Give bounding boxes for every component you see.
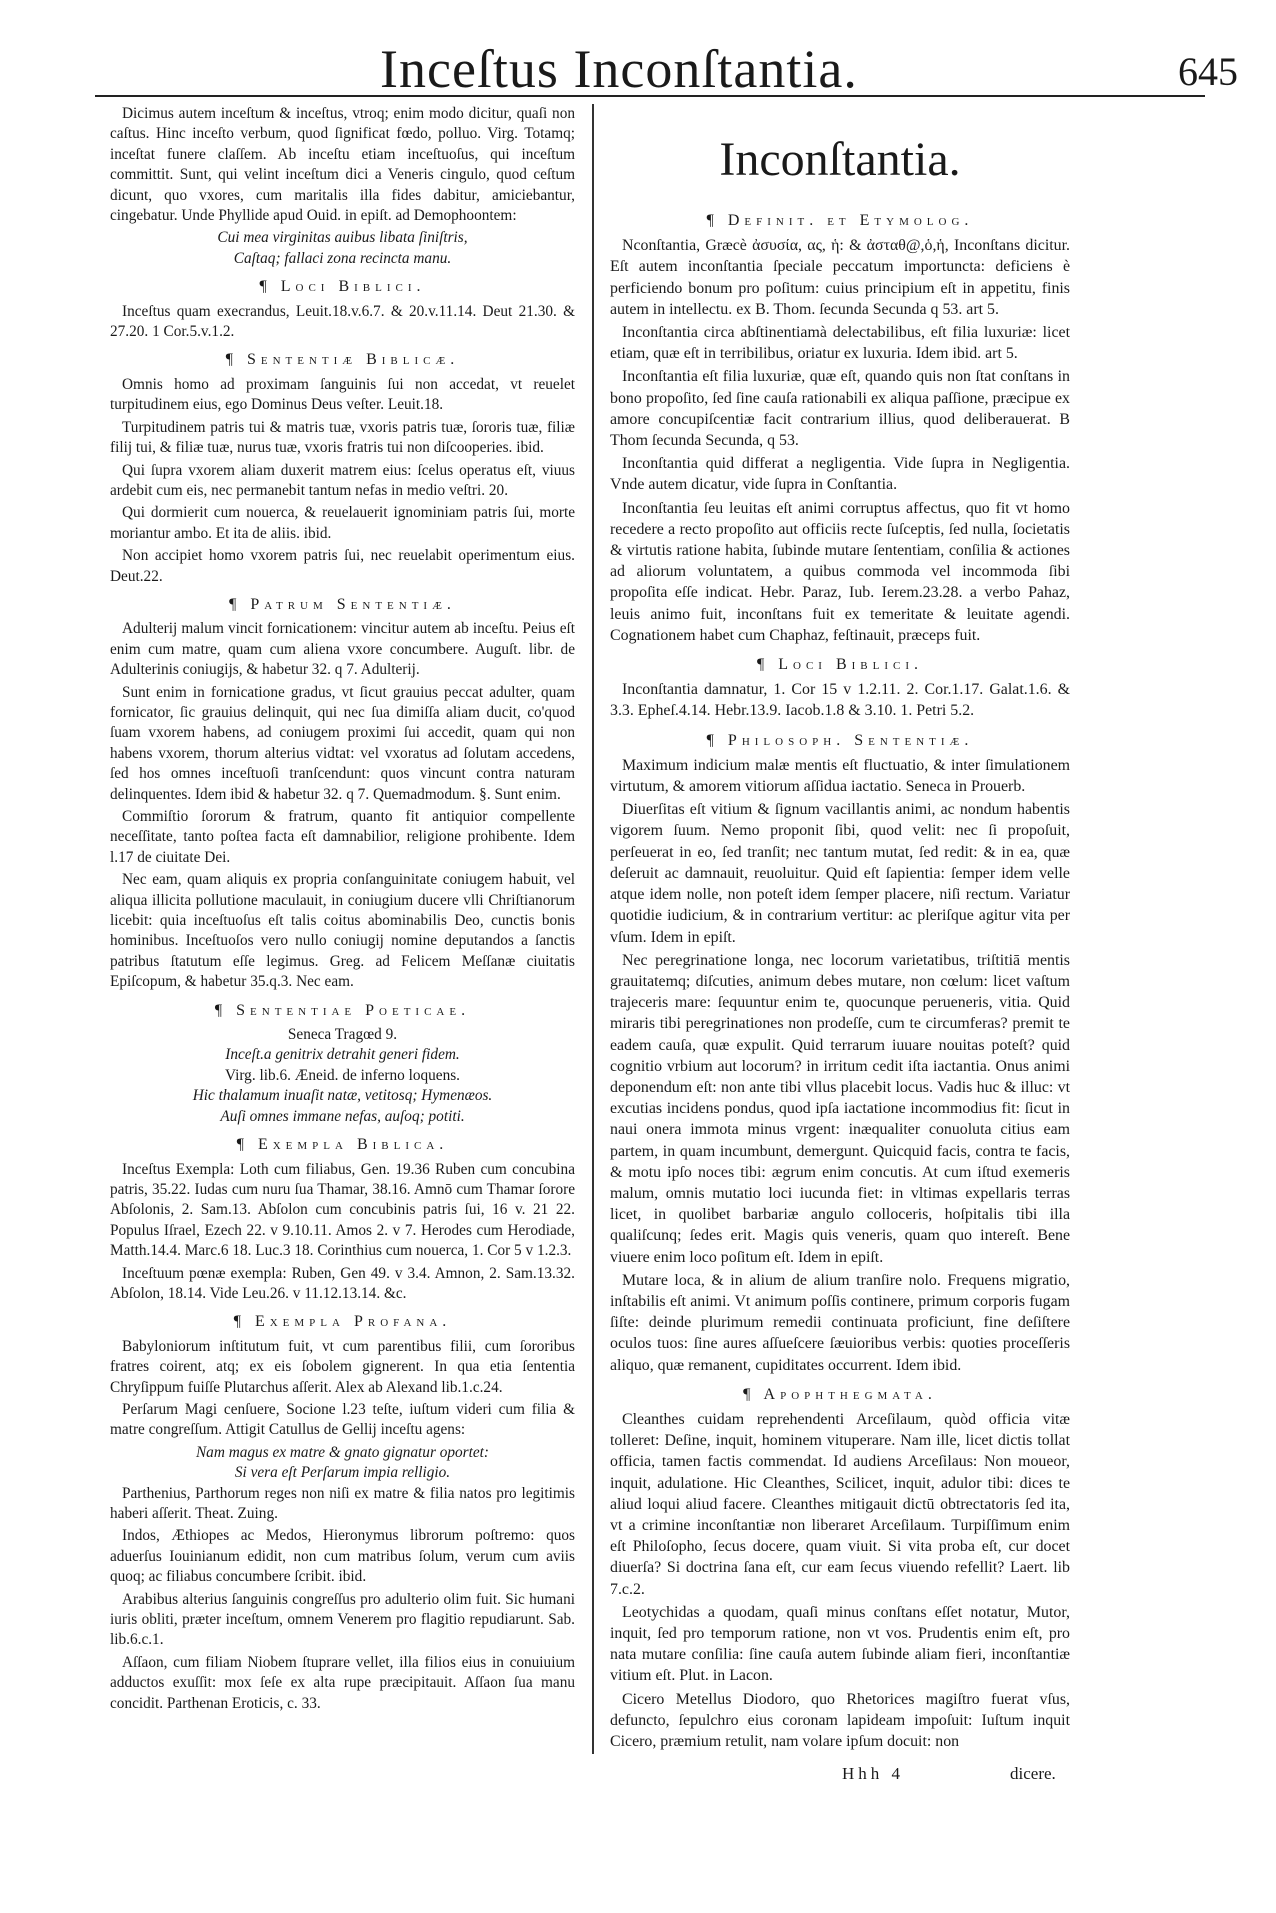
paragraph: Inconſtantia quid differat a negligentia. Vide ſupra in Negligentia. Vnde autem dicatur, vide ſupra in Conſtantia. (610, 455, 1070, 494)
paragraph: Qui dormierit cum nouerca, & reuelauerit ignominiam patris ſui, morte moriantur ambo. Et ita de aliis. ibid. (110, 504, 575, 542)
section-heading: ¶ Loci Biblici. (756, 656, 924, 674)
paragraph: Dicimus autem inceſtum & inceſtus, vtroq; enim modo dicitur, quaſi non caſtus. Hinc inceſto verbum, quod ſignificat fœdo, polluo. Virg. Totamq; inceſtat funere claſſem. Ab inceſtu etiam inceſtuoſus, qui inceſtum committit. Sunt, qui velint inceſtum dici a Veneris cingulo, quod ceſtum dicunt, quo vxores, cum maritalis illa fides dabitur, amiciebantur, cingebatur. Unde Phyllide apud Ouid. in epiſt. ad Demophoontem: (110, 105, 575, 225)
section-heading: ¶ Exempla Profana. (233, 1313, 452, 1331)
paragraph: Mutare loca, & in alium de alium tranſire nolo. Frequens migratio, inſtabilis eſt animi. Vt animum poſſis continere, primum corporis fugam ſiſte: deinde plurimum remedii continuata proficiunt, fine deſiſtere oculos tuos: ſine aures aſſueſcere ſæuioribus verbis: quoties proceſſeris aliquo, quæ remanent, cupiditates occurrent. Idem ibid. (610, 1271, 1070, 1374)
verse-line: Auſi omnes immane nefas, auſoq; potiti. (220, 1107, 465, 1125)
paragraph: Qui ſupra vxorem aliam duxerit matrem eius: ſcelus operatus eſt, viuus ardebit cum eis, nec permanebit tantum nefas in medio veſtri. 20. (110, 461, 575, 499)
paragraph: Leotychidas a quodam, quaſi minus conſtans eſſet notatur, Mutor, inquit, ſed pro temporum ratione, non vt vos. Prudentis enim eſt, pro nata mutare conſilia: ſine cauſa autem ſubinde aliam fieri, inconſtantiæ vitium eſt. Plut. in Lacon. (610, 1603, 1070, 1685)
verse-line: Cui mea virginitas auibus libata ſiniſtris, (217, 229, 468, 247)
paragraph: Parthenius, Parthorum reges non niſi ex matre & filia natos pro legitimis haberi aſſerit. Theat. Zuing. (110, 1484, 575, 1522)
paragraph: Omnis homo ad proximam ſanguinis ſui non accedat, vt reuelet turpitudinem eius, ego Dominus Deus veſter. Leuit.18. (110, 375, 575, 414)
right-column (610, 104, 1070, 1754)
section-heading: ¶ Definit. et Etymolog. (706, 212, 974, 229)
paragraph: Cleanthes cuidam reprehendenti Arceſilaum, quòd officia vitæ tolleret: Deſine, inquit, hominem vituperare. Nam ille, licet dictis tollat officia, tamen factis commendat. Id audiens Arceſilaus: Non moueor, inquit, adulatione. Hic Cleanthes, Scilicet, inquit, adulor tibi: dices te aliud loqui aliud facere. Cleanthes mitigauit dictū obtrectatoris ſed ita, vt a crimine inconſtantiæ non liberaret Arceſilaum. Turpiſſimum enim eſt Philoſopho, ſecus docere, quam viuit. Si vita proba eſt, cur docet diuerſa? Si doctrina ſana eſt, cur eam ſecus viuendo refellit? Laert. lib 7.c.2. (610, 1410, 1070, 1598)
catchword: dicere. (1010, 1764, 1056, 1783)
page-number: 645 (1178, 49, 1238, 94)
paragraph: Maximum indicium malæ mentis eſt fluctuatio, & inter ſimulationem virtutum, & amorem vitiorum aſſidua iactatio. Seneca in Prouerb. (610, 756, 1070, 796)
verse-source: Seneca Tragœd 9. (287, 1026, 398, 1044)
paragraph: Inconſtantia circa abſtinentiamà delectabilibus, eſt filia luxuriæ: licet etiam, quæ eſt in terribilibus, oriatur ex luxuria. Idem ibid. art 5. (610, 324, 1070, 363)
paragraph: Diuerſitas eſt vitium & ſignum vacillantis animi, ac nondum habentis vigorem ſuum. Nemo proponit ſibi, quod velit: nec ſi propoſuit, perſeuerat in eo, ſed tranſit; nec tantum mutat, ſed redit: & in ea, quæ deſeruit ac damnauit, reuoluitur. Quid eſt ſapientia: ſemper idem velle atque idem nolle, non poteſt idem ſemper placere, niſi rectum. Variatur quotidie iudicium, & in contrarium vertitur: ac pleriſque agitur vita per vſum. Idem in epiſt. (610, 801, 1070, 946)
paragraph: Nec peregrinatione longa, nec locorum varietatibus, triſtitiā mentis grauitatemq; diſcuties, animum debes mutare, non cœlum: licet vaſtum trajeceris mare: ſequuntur enim te, quocunque perueneris, vitia. Quid miraris tibi peregrinationes non prodeſſe, cum te circumferas? premit te eadem cauſa, quæ expulit. Quid terrarum iuuare nouitas poteſt? quid cognitio vrbium aut locorum? in irritum cedit iſta iactantia. Onus animi deponendum eſt: non ante tibi vllus placebit locus. Vadis huc & illuc: vt excutias incidens pondus, quod ipſa iactatione incommodius fit: ſicut in naui onera immota minus vrgent: inæqualiter conuoluta citius eam partem, in quam incumbunt, demergunt. Quicquid facis, contra te facis, & motu ipſo noces tibi: ægrum enim concutis. At cum iſtud exemeris malum, omnis mutatio loci iucunda fiet: in vltimas expellaris terras licet, in quolibet barbariæ angulo colloceris, hoſpitalis tibi illa qualiſcunq; ſedes erit. Magis quis veneris, quam quo intereſt. Bene viuere enim loco poſitum eſt. Idem in epiſt. (610, 951, 1070, 1266)
paragraph: Non accipiet homo vxorem patris ſui, nec reuelabit operimentum eius. Deut.22. (110, 547, 575, 585)
section-heading: ¶ Apophthegmata. (743, 1385, 937, 1403)
paragraph: Inceſtus quam execrandus, Leuit.18.v.6.7. & 20.v.11.14. Deut 21.30. & 27.20. 1 Cor.5.v.1.2. (110, 302, 575, 341)
signature-mark: Hhh 4 (842, 1764, 905, 1783)
left-column (110, 104, 575, 1716)
paragraph: Indos, Æthiopes ac Medos, Hieronymus librorum poſtremo: quos aduerſus Iouinianum edidit, non cum matribus ſolum, verum cum aviis quoq; ac filiabus concumbere ſcribit. ibid. (110, 1527, 575, 1586)
column-divider (592, 104, 594, 1754)
section-heading: ¶ Philosoph. Sententiæ. (706, 731, 974, 749)
verse-line: Hic thalamum inuaſit natæ, vetitosq; Hymenæos. (192, 1087, 493, 1105)
paragraph: Turpitudinem patris tui & matris tuæ, vxoris patris tuæ, ſororis tuæ, filiæ filij tui, & filiæ tuæ, nurus tuæ, vxoris fratris tui non diſcooperies. ibid. (110, 418, 575, 457)
paragraph: Perſarum Magi cenſuere, Socione l.23 teſte, iuſtum videri cum filia & matre congreſſum. Attigit Catullus de Gellij inceſtu agens: (110, 1400, 575, 1439)
paragraph: Inconſtantia damnatur, 1. Cor 15 v 1.2.11. 2. Cor.1.17. Galat.1.6. & 3.3. Epheſ.4.14. Hebr.13.9. Iacob.1.8 & 3.10. 1. Petri 5.2. (610, 681, 1070, 720)
paragraph: Adulterij malum vincit fornicationem: vincitur autem ab inceſtu. Peius eſt enim cum matre, quam cum aliena vxore concumbere. Auguſt. libr. de Adulterinis coniugijs, & habetur 32. q 7. Adulterij. (110, 620, 575, 679)
section-title: Inconſtantia. (719, 133, 961, 186)
paragraph: Cicero Metellus Diodoro, quo Rhetorices magiſtro fuerat vſus, defuncto, ſepulchro eius coronam lapideam impoſuit: Iuſtum inquit Cicero, præmium retulit, nam volare ipſum docuit: non (610, 1690, 1070, 1751)
verse-source: Virg. lib.6. Æneid. de inferno loquens. (224, 1066, 461, 1084)
section-heading: ¶ Patrum Sententiæ. (229, 595, 456, 613)
section-heading: ¶ Sententiæ Biblicæ. (225, 351, 460, 369)
paragraph: Nec eam, quam aliquis ex propria conſanguinitate coniugem habuit, vel aliqua illicita pollutione maculauit, in coniugium ducere vlli Chriſtianorum licebit: quia inceſtuoſus eſt talis coitus abominabilis Deo, cunctis bonis hominibus. Inceſtuoſos vero nullo coniugij nomine deputandos a ſanctis patribus ſtatutum eſſe legimus. Greg. ad Felicem Meſſanæ ciuitatis Epiſcopum, & habetur 35.q.3. Nec eam. (110, 871, 575, 991)
section-heading: ¶ Loci Biblici. (259, 278, 426, 296)
paragraph: Sunt enim in fornicatione gradus, vt ſicut grauius peccat adulter, quam fornicator, ſic grauius delinquit, qui nec ſua dimiſſa aliam ducit, co'quod ſuam vxorem habens, ad coniugem proximi ſui accedit, quam qui non habens vxorem, thorum alterius vidtat: vel vxoratus ad ſolutam accedens, ſed hos omnes inceſtuoſi tranſcendunt: quos vincunt contra naturam delinquentes. Idem ibid & habetur 32. q 7. Quemadmodum. §. Sunt enim. (110, 683, 575, 803)
section-heading: ¶ Exempla Biblica. (236, 1136, 449, 1154)
running-head: Inceſtus Inconſtantia. (380, 39, 858, 99)
section-heading: ¶ Sententiae Poeticae. (214, 1001, 471, 1019)
paragraph: Inceſtus Exempla: Loth cum filiabus, Gen. 19.36 Ruben cum concubina patris, 35.22. Iudas cum nuru ſua Thamar, 38.16. Amnō cum Thamar ſorore Abſolonis, 2. Sam.13. Abſolon cum concubinis patris ſui, 16 v. 21 22. Populus Iſrael, Ezech 22. v 9.10.11. Amos 2. v 7. Herodes cum Herodiade, Matth.14.4. Marc.6 18. Luc.3 18. Corinthius cum nouerca, 1. Cor 5 v 1.2.3. (110, 1160, 575, 1260)
verse-line: Inceſt.a genitrix detrahit generi fidem. (225, 1046, 460, 1064)
verse-line: Caſtaq; fallaci zona recincta manu. (233, 249, 452, 267)
paragraph: Commiſtio ſororum & fratrum, quanto fit antiquior compellente neceſſitate, tanto poſtea facta eſt damnabilior, religione prohibente. Idem l.17 de ciuitate Dei. (110, 808, 575, 866)
paragraph: Nconſtantia, Græcè ἀσυσία, ας, ἡ: & ἀσταθ@,ὁ,ἡ, Inconſtans dicitur. Eſt autem inconſtantia ſpeciale peccatum importuncta: deficiens è perficiendo bonum pro poſitum: cuius principium eſt in appetitu, finis autem in intellectu. ex B. Thom. ſecunda Secunda q 53. art 5. (610, 237, 1070, 318)
paragraph: Arabibus alterius ſanguinis congreſſus pro adulterio olim fuit. Sic humani iuris obliti, præter inceſtum, omnem Venerem pro flagitio repudiarunt. Sab. lib.6.c.1. (110, 1590, 575, 1649)
paragraph: Inconſtantia ſeu leuitas eſt animi corruptus affectus, quo fit vt homo recedere a recto propoſito aut officiis recte ſuſceptis, ſed nulla, ſocietatis & virtutis ratione habita, ſubinde mutare ſententiam, conſilia & actiones ad aliorum voluntatem, a quibus commoda vel incommoda ſibi propoſita eſſe indicat. Hebr. Paraz, Iub. Ierem.23.28. a verbo Pahaz, leuis animo fuit, inconſtans fuit ex temeritate & leuitate agendi. Cognationem habet cum Chaphaz, feſtinauit, præceps fuit. (610, 499, 1070, 644)
verse-line: Nam magus ex matre & gnato gignatur oportet: (195, 1443, 490, 1461)
header-rule (95, 95, 1205, 97)
paragraph: Inconſtantia eſt filia luxuriæ, quæ eſt, quando quis non ſtat conſtans in bono propoſito, ſed ſine cauſa rationabili ex aliqua paſſione, præcipue ex amore concupiſcentiæ facit contrarium illius, quod deliberauerat. B Thom ſecunda Secunda, q 53. (610, 368, 1070, 450)
paragraph: Babyloniorum inſtitutum fuit, vt cum parentibus filii, cum ſororibus fratres coirent, atq; ex eis ſobolem gignerent. In qua etia ſententia Chryſippum fuiſſe Plutarchus aſſerit. Alex ab Alexand lib.1.c.24. (110, 1337, 575, 1396)
paragraph: Aſſaon, cum filiam Niobem ſtuprare vellet, illa filios eius in conuiuium adductos exuſſit: mox ſeſe ex alta rupe præcipitauit. Aſſaon ſua manu concidit. Parthenan Eroticis, c. 33. (110, 1653, 575, 1712)
paragraph: Inceſtuum pœnæ exempla: Ruben, Gen 49. v 3.4. Amnon, 2. Sam.13.32. Abſolon, 18.14. Vide Leu.26. v 11.12.13.14. &c. (110, 1264, 575, 1302)
verse-line: Si vera eſt Perſarum impia relligio. (234, 1464, 451, 1482)
